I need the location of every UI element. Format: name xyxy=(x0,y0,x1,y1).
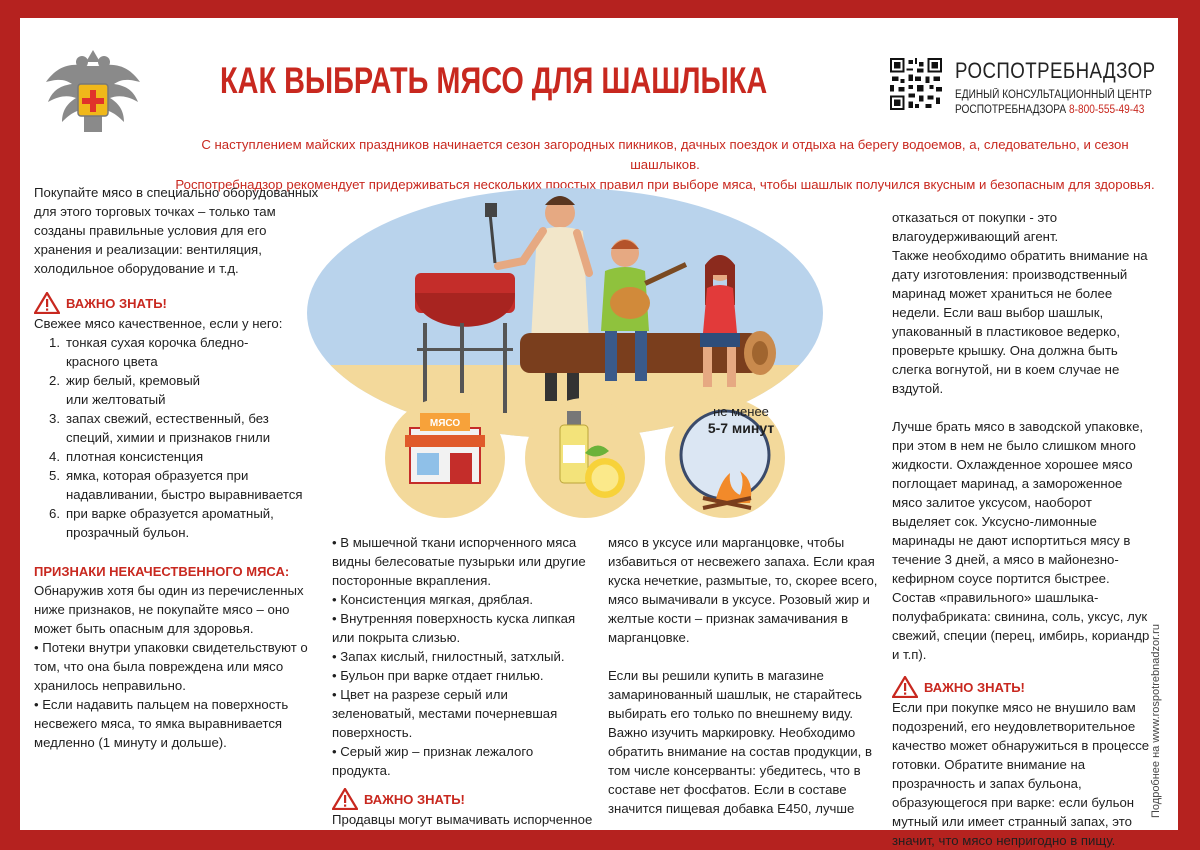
refuse-purchase-text: отказаться от покупки - это влагоудерживающий агент. xyxy=(892,210,1059,244)
side-url-text: Подробнее на www.rospotrebnadzor.ru xyxy=(1150,624,1162,818)
list-item: 1. тонкая сухая корочка бледно-красного цвета xyxy=(49,335,249,369)
bad-meat-heading: ПРИЗНАКИ НЕКАЧЕСТВЕННОГО МЯСА: xyxy=(34,564,290,579)
important-warning-1 xyxy=(34,292,319,314)
column-1 xyxy=(34,183,319,752)
list-item: 5. ямка, которая образуется при надавливании, быстро выравнивается xyxy=(49,468,303,502)
list-item: 6. при варке образуется ароматный, прозрачный бульон. xyxy=(49,506,274,540)
page-title: КАК ВЫБРАТЬ МЯСО ДЛЯ ШАШЛЫКА xyxy=(220,60,768,101)
intro-line-1: С наступлением майских праздников начинается сезон загородных пикников, дачных поездок и отдыха на берегу водоемов, а, следовательно, и сезон шашлыков. xyxy=(201,137,1129,172)
column-3 xyxy=(608,533,880,818)
factory-pack-text: Лучше брать мясо в заводской упаковке, при этом в нем не было слишком много жидкости. Охлажденное хорошее мясо поглощает маринад, а замороженное мясо залитое уксусом, наоборот выделяет сок. Уксусно-лимонные маринады не дают испортиться мясу в течение 3 дней, а мясо в майонезно-кефирном соусе портится быстрее. Состав «правильного» шашлыка-полуфабриката: свинина, соль, уксус, лук свежий, специи (перец, имбирь, кориандр и т.п). xyxy=(892,419,1150,662)
quality-intro: Свежее мясо качественное, если у него: xyxy=(34,316,283,331)
bad-sign-bullet: • В мышечной ткани испорченного мяса видны белесоватые пузырьки или другие посторонные вкрапления. xyxy=(332,535,586,588)
column-4 xyxy=(892,208,1154,850)
production-date-text: Также необходимо обратить внимание на дату изготовления: производственный маринад может храниться не более недели. Если ваш выбор шашлык, упакованный в пластиковое ведерко, проверьте крышку. Она должна быть слегка вогнутой, ни в коем случае не вздутой. xyxy=(892,248,1148,396)
warning-label: ВАЖНО ЗНАТЬ! xyxy=(66,295,167,311)
warning-label: ВАЖНО ЗНАТЬ! xyxy=(924,679,1025,695)
important-warning-3 xyxy=(892,676,1154,698)
marinated-kebab-text: Если вы решили купить в магазине замаринованный шашлык, не старайтесь выбирать его только по внешнему виду. Важно изучить маркировку. Необходимо обратить внимание на состав продукции, в том числе консерванты: убедитесь, что в составе нет фосфатов. Если в составе значится пищевая добавка Е450, лучше xyxy=(608,668,872,816)
bad-sign-bullet: • Если надавить пальцем на поверхность несвежего мяса, то ямка выравнивается медленно (1 минуту и дольше). xyxy=(34,697,289,750)
important-warning-2 xyxy=(332,788,594,810)
bad-meat-intro: Обнаружив хотя бы один из перечисленных ниже признаков, не покупайте мясо – оно может быть опасным для здоровья. xyxy=(34,583,304,636)
cook-time-prefix: не менее xyxy=(713,404,769,419)
cook-time-value: 5-7 минут xyxy=(707,420,775,436)
shop-sign-text: МЯСО xyxy=(429,418,461,429)
bad-sign-bullet: • Внутренняя поверхность куска липкая или покрыта слизью. xyxy=(332,611,576,645)
list-item: 4. плотная консистенция xyxy=(49,449,204,464)
intro-line-2: Роспотребнадзор рекомендует придерживаться нескольких простых правил при выборе мяса, чтобы шашлык получился вкусным и безопасным для здоровья. xyxy=(175,177,1155,192)
list-item: 3. запах свежий, естественный, без специй, химии и признаков гнили xyxy=(49,411,271,445)
buy-in-stores-text: Покупайте мясо в специально оборудованных для этого торговых точках – только там созданы правильные условия для его хранения и реализации: вентиляция, холодильное оборудование и т.д. xyxy=(34,185,319,276)
bad-sign-bullet: • Бульон при варке отдает гнилью. xyxy=(332,668,544,683)
soaked-meat-text: мясо в уксусе или марганцовке, чтобы избавиться от несвежего запаха. Если края куска нечеткие, размытые, то, скорее всего, мясо вымачивали в уксусе. Розовый жир и желтые кости – признак замачивания в марганцовке. xyxy=(608,535,878,645)
bad-sign-bullet: • Консистенция мягкая, дряблая. xyxy=(332,592,534,607)
eagle-emblem-icon xyxy=(38,32,148,142)
hotline-phone: 8-800-555-49-43 xyxy=(1068,104,1145,116)
vendor-soak-text: Продавцы могут вымачивать испорченное xyxy=(332,812,593,827)
bad-sign-bullet: • Серый жир – признак лежалого продукта. xyxy=(332,744,534,778)
warning-label: ВАЖНО ЗНАТЬ! xyxy=(364,791,465,807)
poster-sheet xyxy=(20,18,1178,848)
cook-time-label xyxy=(696,403,786,437)
org-name: РОСПОТРЕБНАДЗОР xyxy=(955,58,1156,83)
org-line-2-text: РОСПОТРЕБНАДЗОРА xyxy=(955,104,1067,116)
org-line-2 xyxy=(955,104,1144,116)
picnic-illustration xyxy=(305,173,825,553)
org-line-1: ЕДИНЫЙ КОНСУЛЬТАЦИОННЫЙ ЦЕНТР xyxy=(955,89,1152,101)
warning-triangle-icon xyxy=(34,292,60,314)
bad-sign-bullet: • Запах кислый, гнилостный, затхлый. xyxy=(332,649,565,664)
list-item: 2. жир белый, кремовый или желтоватый xyxy=(49,373,201,407)
warning-triangle-icon xyxy=(332,788,358,810)
bad-sign-bullet: • Цвет на разрезе серый или зеленоватый, местами почерневшая поверхность. xyxy=(332,687,558,740)
quality-list xyxy=(34,333,319,542)
warning-triangle-icon xyxy=(892,676,918,698)
cooking-check-text: Если при покупке мясо не внушило вам подозрений, его неудовлетворительное качество может обнаружиться в процессе готовки. Обратите внимание на прозрачность и запах бульона, образующегося при варке: если бульон мутный или имеет странный запах, это значит, что мясо непригодно в пищу. xyxy=(892,700,1150,848)
column-2 xyxy=(332,533,594,829)
bad-sign-bullet: • Потеки внутри упаковки свидетельствуют о том, что она была повреждена или мясо хранилось неправильно. xyxy=(34,640,308,693)
qr-code-icon xyxy=(890,58,942,110)
